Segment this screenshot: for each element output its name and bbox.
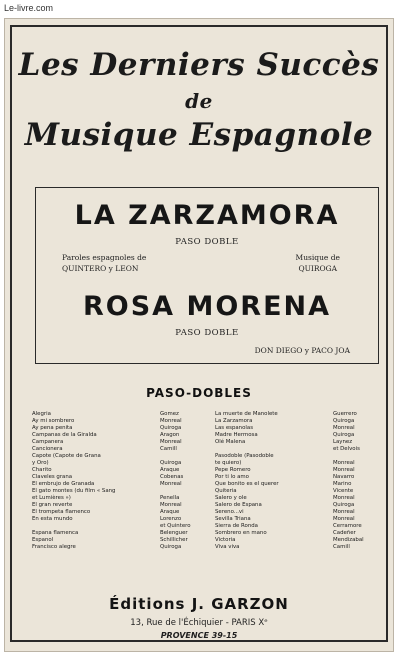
song-composer: et Quintero	[160, 523, 191, 529]
song-composer: Penella	[160, 495, 180, 501]
song-composer: Monreal	[333, 509, 355, 515]
list-item	[215, 446, 390, 453]
list-item	[215, 425, 390, 432]
list-item	[32, 418, 210, 425]
list-item	[215, 502, 390, 509]
song-composer: Quiroga	[160, 544, 182, 550]
list-item	[215, 481, 390, 488]
song-name: Ay mi sombrero	[32, 418, 75, 424]
composer-2: DON DIEGO y PACO JOA	[254, 346, 350, 355]
song-name: Capote (Capote de Grana	[32, 453, 101, 459]
song-name: Victoria	[215, 537, 236, 543]
song-name: Por ti lo amo	[215, 474, 249, 480]
list-item	[32, 453, 210, 460]
song-name: Cancionera	[32, 446, 63, 452]
song-composer: Quiroga	[333, 418, 355, 424]
list-item	[32, 516, 210, 523]
list-item	[32, 495, 210, 502]
list-item	[32, 425, 210, 432]
song-title-rosa-morena: ROSA MORENA	[82, 291, 332, 322]
song-composer: Guerrero	[333, 411, 357, 417]
featured-songs-box	[35, 187, 379, 364]
song-composer: Navarro	[333, 474, 355, 480]
song-composer: Monreal	[333, 495, 355, 501]
song-composer: Lorenzo	[160, 516, 182, 522]
song-composer: Monreal	[333, 425, 355, 431]
composer-1: QUIROGA	[298, 264, 338, 273]
song-name: Madre Hermosa	[215, 432, 258, 438]
song-composer: Laynez	[333, 439, 353, 445]
song-name: te quiero)	[215, 460, 242, 466]
header-line-3: Musique Espagnole	[24, 117, 374, 153]
list-item	[32, 481, 210, 488]
lyricists: QUINTERO y LEON	[62, 264, 139, 273]
song-composer: Monreal	[160, 418, 182, 424]
list-item	[32, 530, 210, 537]
song-name: Viva viva	[215, 544, 240, 550]
song-name: et Lumières »)	[32, 495, 71, 501]
sheet-music-cover	[4, 18, 394, 652]
music-credit	[296, 252, 340, 274]
music-label: Musique de	[295, 253, 340, 262]
publisher-address: 13, Rue de l'Échiquier - PARIS Xᵉ	[130, 618, 268, 628]
list-item	[32, 502, 210, 509]
song-name: En esta mundo	[32, 516, 73, 522]
song-name: Alegria	[32, 411, 51, 417]
song-composer: et Delvois	[333, 446, 360, 452]
list-item	[215, 530, 390, 537]
song-composer: Vicente	[333, 488, 354, 494]
song-composer: Quiroga	[160, 425, 182, 431]
song-composer: Aragon	[160, 432, 180, 438]
song-composer: Monreal	[160, 439, 182, 445]
song-name: Sevilla Triana	[215, 516, 251, 522]
list-item	[32, 460, 210, 467]
list-item	[215, 411, 390, 418]
list-item	[215, 467, 390, 474]
song-composer: Marino	[333, 481, 352, 487]
list-item	[32, 509, 210, 516]
song-name: Espanol	[32, 537, 54, 543]
song-composer: Belenguer	[160, 530, 188, 536]
song-name: Salero y ole	[215, 495, 247, 501]
song-name: La muerte de Manolete	[215, 411, 278, 417]
list-item	[215, 460, 390, 467]
publisher-name: Éditions J. GARZON	[109, 595, 289, 613]
list-item	[215, 523, 390, 530]
list-item	[32, 446, 210, 453]
song-composer: Monreal	[333, 460, 355, 466]
header-line-1: Les Derniers Succès	[18, 47, 380, 83]
song-composer: Quiroga	[333, 432, 355, 438]
song-name: Sierra de Ronda	[215, 523, 258, 529]
song-composer: Schillicher	[160, 537, 188, 543]
song-name: Ay pena penita	[32, 425, 73, 431]
list-item	[215, 544, 390, 551]
song-genre-2: PASO DOBLE	[175, 328, 239, 338]
list-item	[32, 467, 210, 474]
song-name: Que bonito es el querer	[215, 481, 279, 487]
song-name: Pasodoble (Pasodoble	[215, 453, 274, 459]
lyrics-credit	[62, 252, 146, 274]
song-composer: Quiroga	[333, 502, 355, 508]
song-name: El gran reverte	[32, 502, 73, 508]
list-item	[32, 411, 210, 418]
list-item	[215, 509, 390, 516]
song-name: Charito	[32, 467, 52, 473]
song-composer: Monreal	[333, 467, 355, 473]
publisher-phone: PROVENCE 39-15	[160, 631, 238, 640]
list-item	[32, 537, 210, 544]
song-composer: Camill	[160, 446, 177, 452]
list-item	[32, 544, 210, 551]
cover-frame	[10, 25, 388, 642]
list-item	[215, 418, 390, 425]
song-composer: Monreal	[333, 516, 355, 522]
song-name: Quiteria	[215, 488, 237, 494]
list-item	[215, 516, 390, 523]
song-title-zarzamora: LA ZARZAMORA	[74, 200, 340, 231]
song-name: El gato montes (du film « Sang	[32, 488, 116, 494]
list-item	[32, 488, 210, 495]
list-item	[32, 474, 210, 481]
song-name: Sereno...vi	[215, 509, 244, 515]
song-composer: Monreal	[160, 481, 182, 487]
song-name: y Oro)	[32, 460, 49, 466]
song-composer: Quiroga	[160, 460, 182, 466]
song-name: Olé Malena	[215, 439, 246, 445]
song-composer: Gomez	[160, 411, 179, 417]
song-name: Claveles grana	[32, 474, 73, 480]
song-name: Sombrero en mano	[215, 530, 267, 536]
song-composer: Araque	[160, 467, 180, 473]
song-composer: Cadeñer	[333, 530, 356, 536]
song-name: Pepe Romero	[215, 467, 251, 473]
song-name: Salero de Espana	[215, 502, 262, 508]
song-composer: Monreal	[160, 502, 182, 508]
song-name: Francisco alegre	[32, 544, 76, 550]
song-composer: Mendizabal	[333, 537, 364, 543]
song-name: Las espanolas	[215, 425, 254, 431]
list-item	[215, 474, 390, 481]
song-list-right	[215, 411, 390, 551]
list-item	[215, 453, 390, 460]
list-item	[32, 523, 210, 530]
list-item	[215, 488, 390, 495]
list-item	[32, 439, 210, 446]
list-item	[32, 432, 210, 439]
song-name: La Zarzamora	[215, 418, 253, 424]
song-genre-1: PASO DOBLE	[175, 237, 239, 247]
song-composer: Cerramore	[333, 523, 362, 529]
lyrics-label: Paroles espagnoles de	[62, 253, 147, 262]
song-name: El embrujo de Granada	[32, 481, 95, 487]
section-title: PASO-DOBLES	[146, 386, 252, 400]
list-item	[215, 439, 390, 446]
list-item	[215, 537, 390, 544]
song-list-left	[32, 411, 210, 551]
song-composer: Camill	[333, 544, 350, 550]
song-name: Espana flamenca	[32, 530, 79, 536]
list-item	[215, 495, 390, 502]
song-composer: Araque	[160, 509, 180, 515]
list-item	[215, 432, 390, 439]
watermark-text: Le-livre.com	[4, 3, 54, 13]
song-name: Campanera	[32, 439, 64, 445]
song-composer: Cobenas	[160, 474, 184, 480]
song-name: Campanas de la Giralda	[32, 432, 97, 438]
song-name: El trompeta flamenco	[32, 509, 91, 515]
header-line-2: de	[185, 89, 213, 113]
